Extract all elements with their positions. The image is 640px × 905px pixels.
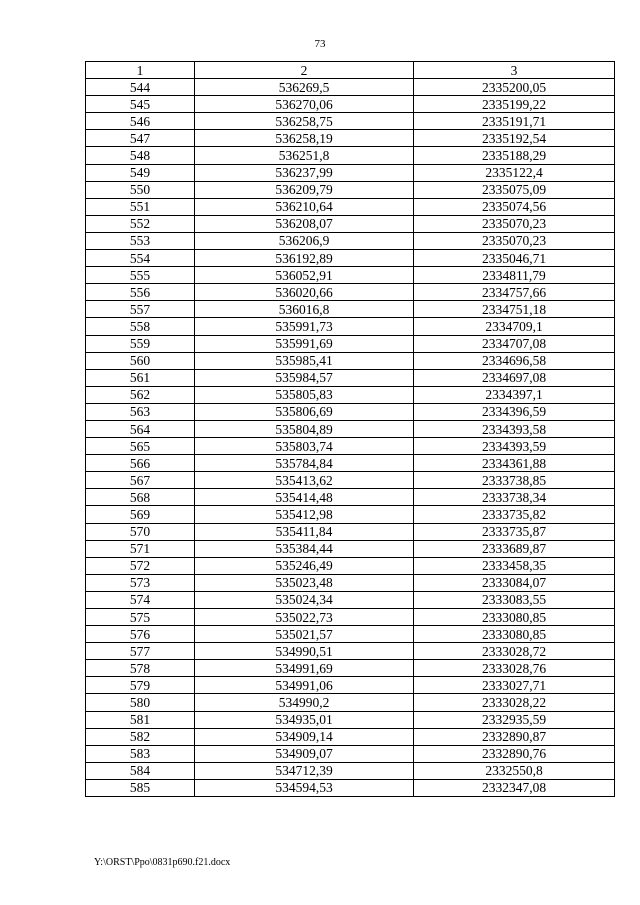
table-cell-col1: 546 [86,113,195,130]
coordinates-table [85,61,615,797]
table-cell-col3: 2332550,8 [414,762,615,779]
column-header-3: 3 [414,62,615,79]
table-row [86,438,615,455]
table-cell-col2: 534594,53 [195,779,414,796]
table-cell-col3: 2334707,08 [414,335,615,352]
table-cell-col1: 567 [86,472,195,489]
table-cell-col1: 558 [86,318,195,335]
table-row [86,232,615,249]
table-cell-col1: 574 [86,591,195,608]
table-cell-col3: 2334361,88 [414,455,615,472]
table-row [86,523,615,540]
table-cell-col2: 535991,69 [195,335,414,352]
table-row [86,728,615,745]
table-cell-col1: 556 [86,284,195,301]
table-row [86,250,615,267]
table-row [86,420,615,437]
table-row [86,557,615,574]
table-cell-col3: 2334757,66 [414,284,615,301]
table-cell-col2: 535024,34 [195,591,414,608]
table-row [86,694,615,711]
table-cell-col1: 571 [86,540,195,557]
table-cell-col2: 534935,01 [195,711,414,728]
table-cell-col1: 582 [86,728,195,745]
table-cell-col2: 535411,84 [195,523,414,540]
table-cell-col2: 536251,8 [195,147,414,164]
table-cell-col2: 536052,91 [195,267,414,284]
table-cell-col1: 555 [86,267,195,284]
table-cell-col2: 536208,07 [195,215,414,232]
table-row [86,660,615,677]
table-row [86,506,615,523]
column-header-1: 1 [86,62,195,79]
table-row [86,711,615,728]
table-cell-col2: 536258,75 [195,113,414,130]
table-cell-col3: 2333458,35 [414,557,615,574]
table-cell-col3: 2335122,4 [414,164,615,181]
table-cell-col1: 575 [86,609,195,626]
table-cell-col3: 2334393,59 [414,438,615,455]
table-cell-col3: 2334697,08 [414,369,615,386]
table-row [86,113,615,130]
table-cell-col1: 547 [86,130,195,147]
table-row [86,318,615,335]
table-cell-col2: 535246,49 [195,557,414,574]
table-row [86,215,615,232]
column-header-2: 2 [195,62,414,79]
table-row [86,352,615,369]
table-cell-col2: 536269,5 [195,79,414,96]
table-cell-col3: 2335075,09 [414,181,615,198]
table-cell-col2: 534991,69 [195,660,414,677]
table-row [86,574,615,591]
table-cell-col1: 553 [86,232,195,249]
table-cell-col1: 551 [86,198,195,215]
table-cell-col3: 2332347,08 [414,779,615,796]
table-cell-col3: 2332890,76 [414,745,615,762]
table-cell-col2: 535384,44 [195,540,414,557]
table-row [86,609,615,626]
table-row [86,591,615,608]
table-row [86,267,615,284]
table-cell-col3: 2332935,59 [414,711,615,728]
table-cell-col1: 557 [86,301,195,318]
table-header [86,62,615,79]
table-cell-col1: 585 [86,779,195,796]
table-cell-col2: 535991,73 [195,318,414,335]
table-cell-col1: 544 [86,79,195,96]
table-row [86,455,615,472]
table-row [86,626,615,643]
table-row [86,386,615,403]
table-cell-col1: 545 [86,96,195,113]
table-cell-col1: 576 [86,626,195,643]
table-row [86,677,615,694]
table-cell-col2: 535021,57 [195,626,414,643]
table-cell-col1: 549 [86,164,195,181]
table-cell-col1: 581 [86,711,195,728]
table-cell-col2: 536206,9 [195,232,414,249]
table-row [86,489,615,506]
table-cell-col3: 2333735,82 [414,506,615,523]
table-body [86,79,615,797]
table-cell-col3: 2334696,58 [414,352,615,369]
table-cell-col3: 2333080,85 [414,609,615,626]
table-row [86,762,615,779]
page-number: 73 [314,38,326,50]
table-cell-col2: 534909,14 [195,728,414,745]
table-cell-col3: 2334709,1 [414,318,615,335]
table-cell-col2: 536020,66 [195,284,414,301]
table-cell-col3: 2334393,58 [414,420,615,437]
table-row [86,643,615,660]
table-row [86,96,615,113]
table-cell-col3: 2334811,79 [414,267,615,284]
table-cell-col2: 535806,69 [195,403,414,420]
table-row [86,472,615,489]
table-cell-col2: 535413,62 [195,472,414,489]
table-cell-col1: 562 [86,386,195,403]
table-cell-col3: 2335200,05 [414,79,615,96]
table-cell-col3: 2333028,72 [414,643,615,660]
table-cell-col2: 535985,41 [195,352,414,369]
table-row [86,130,615,147]
table-cell-col3: 2333738,34 [414,489,615,506]
table-cell-col3: 2333028,22 [414,694,615,711]
table-cell-col3: 2335192,54 [414,130,615,147]
table-cell-col1: 565 [86,438,195,455]
table-cell-col1: 552 [86,215,195,232]
table-cell-col2: 535414,48 [195,489,414,506]
table-row [86,181,615,198]
table-cell-col2: 536237,99 [195,164,414,181]
table-cell-col2: 536209,79 [195,181,414,198]
table-cell-col1: 564 [86,420,195,437]
table-cell-col2: 534712,39 [195,762,414,779]
table-cell-col1: 578 [86,660,195,677]
table-cell-col1: 579 [86,677,195,694]
table-row [86,147,615,164]
table-row [86,540,615,557]
table-row [86,335,615,352]
table-cell-col2: 535805,83 [195,386,414,403]
table-cell-col3: 2335070,23 [414,215,615,232]
table-cell-col3: 2333027,71 [414,677,615,694]
table-cell-col3: 2333083,55 [414,591,615,608]
table-cell-col1: 584 [86,762,195,779]
table-cell-col2: 534991,06 [195,677,414,694]
table-cell-col3: 2335074,56 [414,198,615,215]
table-cell-col1: 583 [86,745,195,762]
table-cell-col1: 550 [86,181,195,198]
table-cell-col1: 561 [86,369,195,386]
table-header-row [86,62,615,79]
table-row [86,79,615,96]
table-cell-col2: 535023,48 [195,574,414,591]
table-cell-col2: 536016,8 [195,301,414,318]
table-cell-col2: 534909,07 [195,745,414,762]
table-row [86,198,615,215]
table-cell-col2: 536270,06 [195,96,414,113]
table-cell-col1: 569 [86,506,195,523]
table-row [86,301,615,318]
table-cell-col2: 536192,89 [195,250,414,267]
table-row [86,284,615,301]
table-cell-col3: 2333735,87 [414,523,615,540]
table-cell-col3: 2335191,71 [414,113,615,130]
table-cell-col2: 535412,98 [195,506,414,523]
table-cell-col3: 2334397,1 [414,386,615,403]
table-cell-col2: 535804,89 [195,420,414,437]
table-cell-col3: 2335199,22 [414,96,615,113]
table-cell-col1: 573 [86,574,195,591]
table-row [86,369,615,386]
table-cell-col1: 554 [86,250,195,267]
table-cell-col3: 2332890,87 [414,728,615,745]
table-cell-col1: 580 [86,694,195,711]
table-row [86,403,615,420]
table-cell-col3: 2334396,59 [414,403,615,420]
table-cell-col1: 559 [86,335,195,352]
table-cell-col3: 2333738,85 [414,472,615,489]
table-cell-col2: 535984,57 [195,369,414,386]
table-cell-col2: 536258,19 [195,130,414,147]
footer-file-path: Y:\ORST\Ppo\0831p690.f21.docx [94,857,231,868]
table-cell-col2: 535022,73 [195,609,414,626]
table-row [86,745,615,762]
table-cell-col2: 536210,64 [195,198,414,215]
table-cell-col1: 570 [86,523,195,540]
table-cell-col3: 2335070,23 [414,232,615,249]
table-cell-col1: 560 [86,352,195,369]
table-cell-col3: 2334751,18 [414,301,615,318]
table-cell-col2: 535784,84 [195,455,414,472]
table-cell-col3: 2335046,71 [414,250,615,267]
table-cell-col1: 566 [86,455,195,472]
table-cell-col2: 535803,74 [195,438,414,455]
table-cell-col3: 2333080,85 [414,626,615,643]
table-row [86,779,615,796]
table-cell-col3: 2333084,07 [414,574,615,591]
table-cell-col1: 572 [86,557,195,574]
table-cell-col1: 563 [86,403,195,420]
table-cell-col1: 548 [86,147,195,164]
table-cell-col3: 2333028,76 [414,660,615,677]
table-cell-col2: 534990,2 [195,694,414,711]
table-cell-col2: 534990,51 [195,643,414,660]
table-cell-col1: 568 [86,489,195,506]
table-row [86,164,615,181]
table-cell-col3: 2335188,29 [414,147,615,164]
table-cell-col1: 577 [86,643,195,660]
table-cell-col3: 2333689,87 [414,540,615,557]
